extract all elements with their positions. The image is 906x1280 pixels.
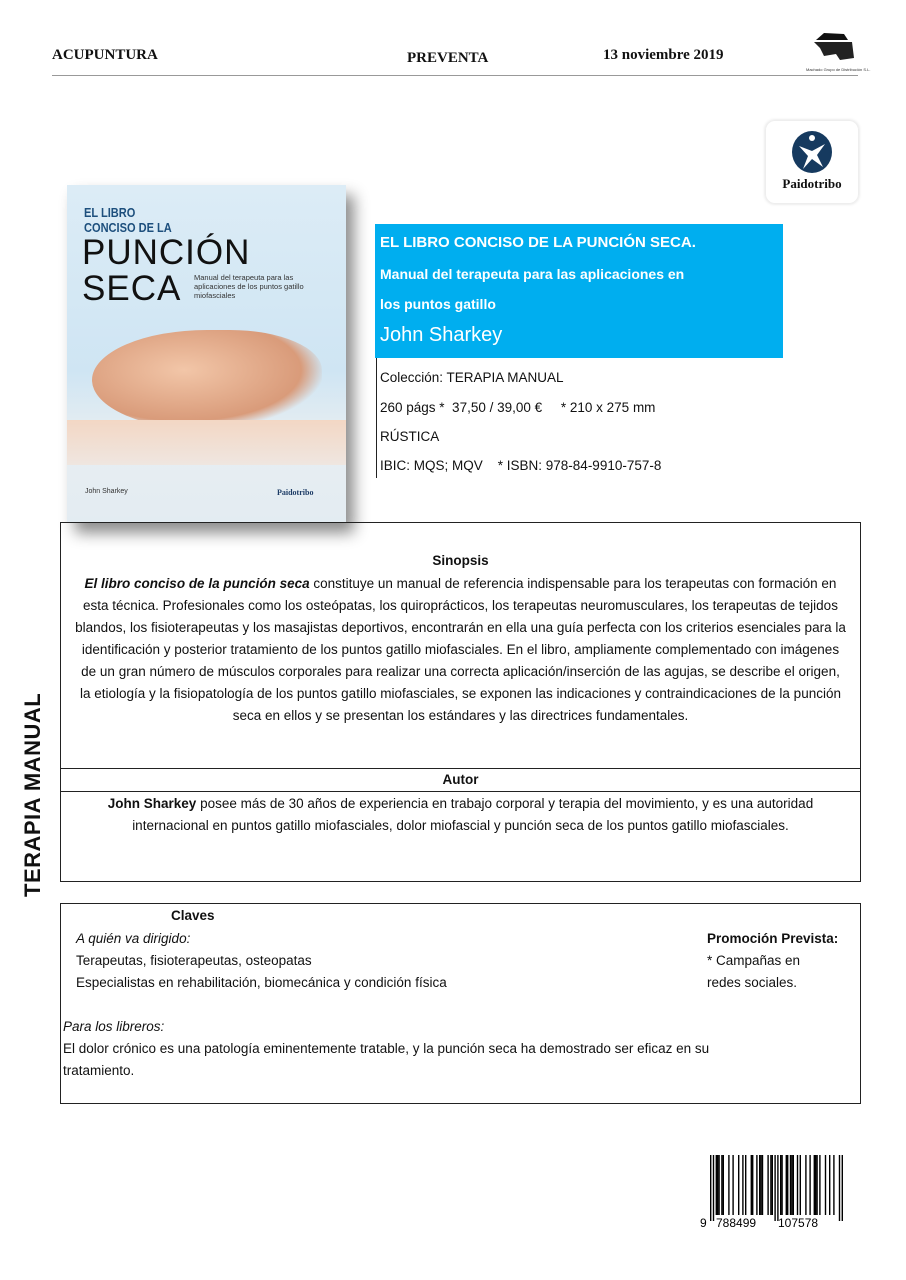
barcode-bar xyxy=(814,1155,815,1215)
barcode-bar xyxy=(815,1155,816,1215)
author-name: John Sharkey xyxy=(107,796,197,811)
barcode-digits: 107578 xyxy=(778,1216,819,1230)
title-banner xyxy=(375,224,783,358)
barcode-bar xyxy=(774,1155,775,1221)
barcode-bar xyxy=(742,1155,743,1215)
barcode-bar xyxy=(787,1155,788,1215)
cover-publisher: Paidotribo xyxy=(277,488,314,497)
synopsis-text xyxy=(75,573,846,727)
barcode-bar xyxy=(780,1155,781,1215)
barcode-bar xyxy=(805,1155,806,1215)
publisher-name: Paidotribo xyxy=(782,176,842,191)
barcode-bar xyxy=(716,1155,717,1215)
barcode-bar xyxy=(752,1155,753,1215)
barcode-bar xyxy=(738,1155,739,1215)
barcode-bar xyxy=(816,1155,817,1215)
audience-item: Terapeutas, fisioterapeutas, osteopatas xyxy=(76,953,312,968)
author-bio: posee más de 30 años de experiencia en trabajo corporal y terapia del movimiento, y es una autoridad internacional en puntos gatillo miofasciales, dolor miofascial y punción seca de los puntos gatillo miofasciales. xyxy=(132,796,814,833)
barcode-bar xyxy=(842,1155,843,1221)
book-subtitle: Manual del terapeuta para las aplicaciones en xyxy=(380,266,685,282)
barcode-bar xyxy=(732,1155,733,1215)
barcode-bar xyxy=(756,1155,757,1215)
promo-item: * Campañas en xyxy=(707,953,801,968)
barcode-bar xyxy=(710,1155,711,1221)
audience-label: A quién va dirigido: xyxy=(76,931,191,946)
header-category: ACUPUNTURA xyxy=(52,47,158,63)
side-collection-label: TERAPIA MANUAL xyxy=(20,692,45,897)
keys-title: Claves xyxy=(171,908,215,923)
author-text xyxy=(75,793,846,837)
cover-title-line: EL LIBRO xyxy=(84,205,136,220)
barcode-bar xyxy=(767,1155,768,1215)
cover-title-main: SECA xyxy=(82,269,182,308)
booksellers-text: El dolor crónico es una patología eminentemente tratable, y la punción seca ha demostrado ser eficaz en su xyxy=(63,1041,710,1056)
book-specs: 260 págs * 37,50 / 39,00 € * 210 x 275 mm xyxy=(380,400,656,415)
barcode-bar xyxy=(797,1155,798,1215)
barcode-bar xyxy=(772,1155,773,1215)
info-divider xyxy=(376,358,377,478)
author-title: Autor xyxy=(61,768,860,792)
barcode-bar xyxy=(770,1155,771,1215)
header-status: PREVENTA xyxy=(407,50,489,66)
isbn-barcode xyxy=(700,1155,845,1230)
barcode-bar xyxy=(721,1155,722,1215)
book-cover xyxy=(67,185,346,523)
barcode-bar xyxy=(762,1155,763,1215)
cover-skin-image xyxy=(67,420,346,465)
book-collection: Colección: TERAPIA MANUAL xyxy=(380,370,564,385)
barcode-bar xyxy=(713,1155,714,1221)
cover-subtitle: Manual del terapeuta para las aplicaciones de los puntos gatillo miofasciales xyxy=(194,273,304,300)
cover-title-main: PUNCIÓN xyxy=(82,233,251,272)
book-title: EL LIBRO CONCISO DE LA PUNCIÓN SECA. xyxy=(380,234,696,251)
synopsis-title: Sinopsis xyxy=(432,553,489,568)
promo-title: Promoción Prevista: xyxy=(707,931,839,946)
barcode-bar xyxy=(781,1155,782,1215)
synopsis-lead: El libro conciso de la punción seca xyxy=(84,576,310,591)
barcode-bar xyxy=(717,1155,718,1215)
booksellers-label: Para los libreros: xyxy=(63,1019,165,1034)
barcode-bar xyxy=(777,1155,778,1221)
barcode-bar xyxy=(809,1155,810,1215)
barcode-bar xyxy=(760,1155,761,1215)
book-binding: RÚSTICA xyxy=(380,429,440,444)
barcode-bar xyxy=(839,1155,840,1221)
book-codes: IBIC: MQS; MQV * ISBN: 978-84-9910-757-8 xyxy=(380,458,662,473)
synopsis-body: constituye un manual de referencia indispensable para los terapeutas con formación en esta técnica. Profesionales como los osteópatas, los quiroprácticos, los terapeutas neuromusculares, los terapeutas de tejidos blandos, los fisioterapeutas y los masajistas deportivos, encontrarán en ella una guía perfecta con los criterios esenciales para la identificación y posterior tratamiento de los puntos gatillo miofasciales. En el libro, ampliamente complementado con imágenes de un gran número de músculos corporales para realizar una correcta aplicación/inserción de las agujas, se describe el origen, la etiología y la fisiopatología de los puntos gatillo miofasciales, se exponen las indicaciones y contraindicaciones de la punción seca en ellos y se presentan los estándares y las directrices fundamentales. xyxy=(75,576,846,723)
barcode-bar xyxy=(791,1155,792,1215)
barcode-bar xyxy=(728,1155,729,1215)
keys-box xyxy=(60,903,861,1104)
barcode-digits: 788499 xyxy=(716,1216,757,1230)
book-author: John Sharkey xyxy=(380,324,503,346)
barcode-bar xyxy=(718,1155,719,1215)
barcode-bar xyxy=(745,1155,746,1215)
publisher-logo xyxy=(765,120,859,204)
paidotribo-figure-icon xyxy=(787,129,837,179)
book-subtitle: los puntos gatillo xyxy=(380,296,496,312)
cover-hands-image xyxy=(92,330,322,430)
barcode-bar xyxy=(833,1155,834,1215)
barcode-bar xyxy=(751,1155,752,1215)
barcode-bar xyxy=(819,1155,820,1215)
barcode-bar xyxy=(759,1155,760,1215)
header-date: 13 noviembre 2019 xyxy=(603,47,724,63)
barcode-bar xyxy=(793,1155,794,1215)
promo-item: redes sociales. xyxy=(707,975,798,990)
hat-figure-icon xyxy=(806,30,862,64)
audience-item: Especialistas en rehabilitación, biomecánica y condición física xyxy=(76,975,447,990)
booksellers-text: tratamiento. xyxy=(63,1063,135,1078)
barcode-bar xyxy=(723,1155,724,1215)
barcode-bar xyxy=(790,1155,791,1215)
cover-author: John Sharkey xyxy=(85,488,128,495)
distributor-name: Machado Grupo de Distribución S.L. xyxy=(806,67,871,72)
distributor-logo xyxy=(806,30,871,72)
barcode-bar xyxy=(829,1155,830,1215)
cover-title-line: CONCISO DE LA xyxy=(84,220,172,235)
barcode-bar xyxy=(825,1155,826,1215)
synopsis-author-box xyxy=(60,522,861,882)
header-divider xyxy=(52,75,858,76)
barcode-bar xyxy=(800,1155,801,1215)
barcode-digit: 9 xyxy=(700,1216,707,1230)
barcode-bar xyxy=(786,1155,787,1215)
